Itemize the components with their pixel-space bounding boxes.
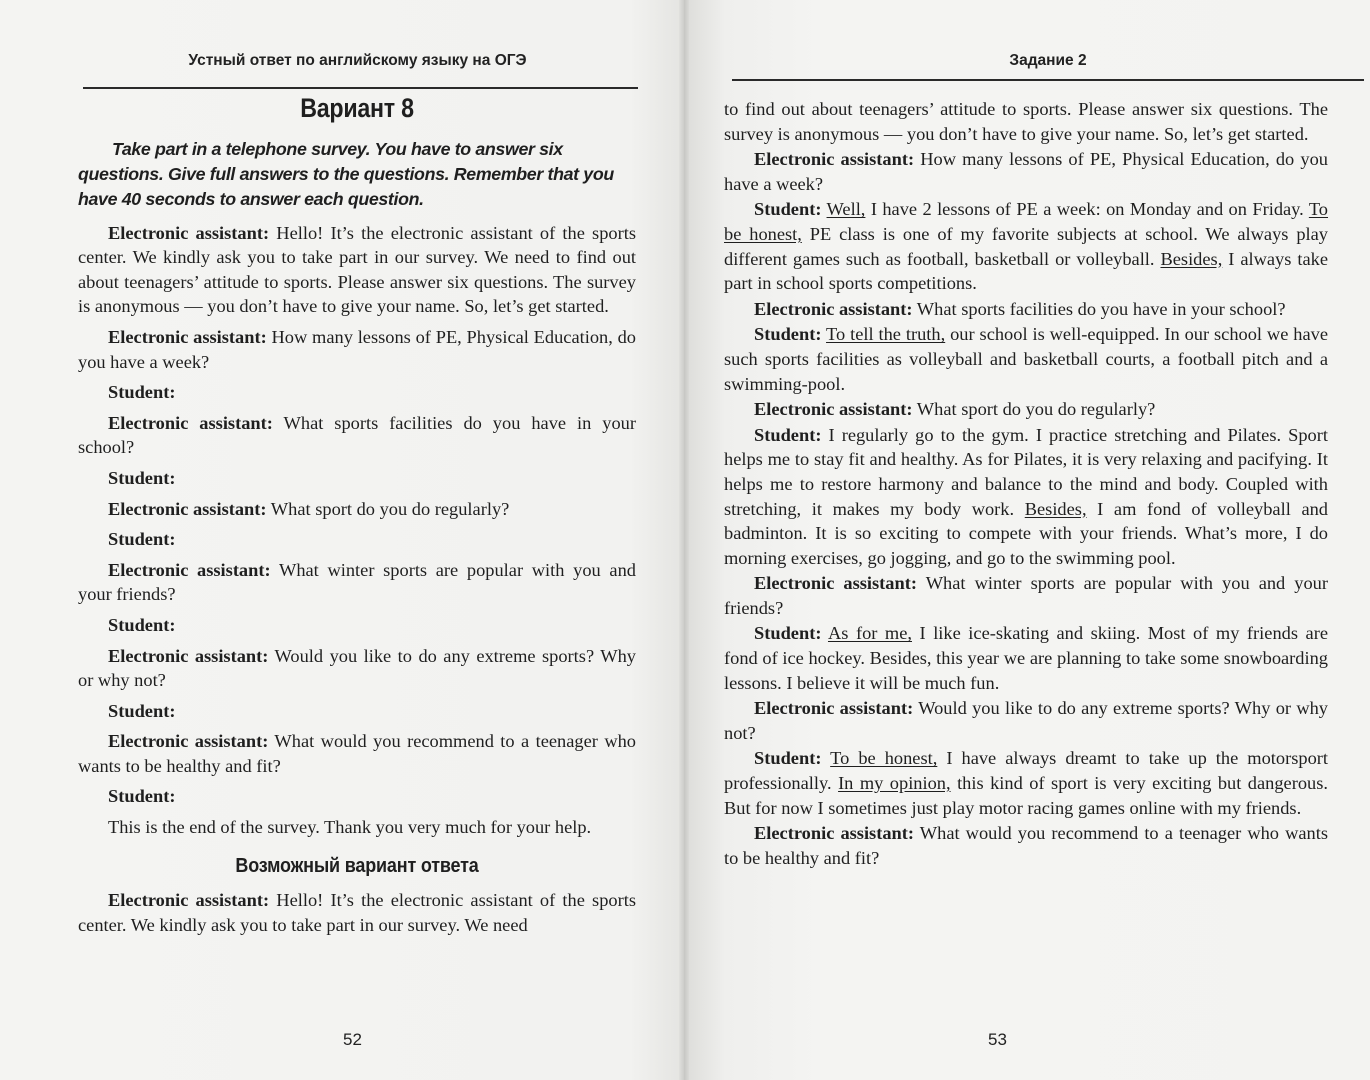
linking-phrase: To be honest, — [724, 199, 1329, 244]
dialogue-line — [78, 784, 636, 809]
linking-phrase: To tell the truth, — [826, 324, 946, 345]
dialogue-text: What sport do you do regularly? — [912, 399, 1156, 420]
dialogue-text: Hello! It’s the electronic assistant of the sports center. We kindly ask you to take part in our survey. We need — [78, 890, 636, 935]
dialogue-line — [78, 466, 636, 491]
task-instruction: Take part in a telephone survey. You have to answer six questions. Give full answers to the questions. Remember that you have 40 seconds to answer each question. — [78, 138, 614, 209]
speaker-label: Student: — [754, 199, 822, 220]
answer-text: PE class is one of my favorite subjects at school. We always play different games such as football, basketball or volleyball. — [724, 223, 1328, 269]
running-head: Устный ответ по английскому языку на ОГЭ — [188, 52, 527, 69]
speaker-label: Student: — [754, 748, 822, 769]
answer-text: I always take part in school sports competitions. — [724, 248, 1328, 294]
page-number: 53 — [988, 1030, 1007, 1049]
dialogue-line — [724, 821, 1328, 870]
dialogue-line — [78, 325, 636, 374]
speaker-label: Electronic assistant: — [108, 890, 270, 911]
dialogue-text: Would you like to do any extreme sports? Why or why not? — [78, 645, 636, 691]
speaker-label: Electronic assistant: — [754, 399, 913, 420]
speaker-label: Electronic assistant: — [108, 498, 267, 519]
dialogue-text: How many lessons of PE, Physical Education, do you have a week? — [724, 149, 1328, 194]
dialogue-line — [724, 571, 1328, 620]
speaker-label: Student: — [108, 529, 176, 550]
dialogue-line — [78, 527, 636, 552]
speaker-label: Electronic assistant: — [754, 298, 913, 319]
variant-title: Вариант 8 — [300, 93, 414, 123]
speaker-label: Student: — [754, 424, 822, 445]
book-gutter — [679, 0, 689, 1080]
linking-phrase: As for me, — [827, 623, 912, 644]
dialogue-text: Would you like to do any extreme sports? Why or why not? — [724, 698, 1328, 743]
answer-text: I have always dreamt to take up the motorsport professionally. — [724, 748, 1329, 794]
answer-text: I regularly go to the gym. I practice stretching and Pilates. Sport helps me to stay fit and healthy. As for Pilates, it is very relaxing and pacifying. It helps me to restore harmony and balance to the mind and body. Coupled with stretching, it makes my body work. — [724, 424, 1328, 519]
dialogue-text: What winter sports are popular with you and your friends? — [78, 559, 636, 605]
dialogue-text: How many lessons of PE, Physical Education, do you have a week? — [78, 326, 636, 372]
dialogue-line — [78, 221, 636, 319]
header-rule — [83, 87, 638, 89]
continued-text: to find out about teenagers’ attitude to sports. Please answer six questions. The survey is anonymous — you don’t have to give your name. So, let’s get started. — [724, 99, 1328, 144]
answer-line — [724, 746, 1328, 820]
left-text-column — [78, 94, 636, 943]
dialogue-line — [78, 729, 636, 778]
dialogue-line — [78, 558, 636, 607]
answer-text: I have 2 lessons of PE a week: on Monday and on Friday. — [865, 199, 1309, 220]
dialogue-text: What sports facilities do you have in your school? — [78, 412, 636, 458]
speaker-label: Student: — [108, 786, 176, 807]
speaker-label: Student: — [108, 467, 176, 488]
right-page — [684, 0, 1370, 1080]
answer-text — [821, 748, 830, 768]
speaker-label: Electronic assistant: — [108, 326, 267, 347]
speaker-label: Electronic assistant: — [754, 149, 915, 170]
closing-line: This is the end of the survey. Thank you very much for your help. — [108, 817, 592, 838]
dialogue-line — [78, 497, 636, 522]
running-head: Задание 2 — [1009, 52, 1087, 69]
left-page — [0, 0, 684, 1080]
speaker-label: Student: — [108, 700, 176, 721]
speaker-label: Electronic assistant: — [108, 731, 269, 752]
answer-line — [724, 197, 1328, 295]
right-text-column — [724, 97, 1328, 871]
linking-phrase: In my opinion, — [838, 773, 951, 794]
dialogue-line — [78, 411, 636, 460]
linking-phrase: Well, — [826, 199, 866, 220]
answer-line — [724, 621, 1328, 695]
linking-phrase: Besides, — [1160, 248, 1223, 269]
answer-text: our school is well-equipped. In our school we have such sports facilities as volleyball and basketball courts, a football pitch and a swimming-pool. — [724, 324, 1328, 394]
dialogue-line — [78, 644, 636, 693]
speaker-label: Student: — [754, 324, 822, 345]
dialogue-line — [724, 397, 1328, 422]
dialogue-line — [78, 888, 636, 937]
dialogue-line — [724, 696, 1328, 745]
answer-text: I like ice-skating and skiing. Most of my friends are fond of ice hockey. Besides, this year we are planning to take some snowboarding lessons. I believe it will be much fun. — [724, 623, 1328, 693]
answer-line — [724, 322, 1328, 396]
dialogue-text: Hello! It’s the electronic assistant of the sports center. We kindly ask you to take part in our survey. We need to find out about teenagers’ attitude to sports. Please answer six questions. The survey is anonymous — you don’t have to give your name. So, let’s get started. — [78, 222, 636, 317]
answer-text: this kind of sport is very exciting but dangerous. But for now I sometimes just play motor racing games online with my friends. — [724, 773, 1328, 818]
speaker-label: Student: — [108, 382, 176, 403]
dialogue-line — [724, 147, 1328, 196]
dialogue-text: What would you recommend to a teenager who wants to be healthy and fit? — [78, 731, 636, 776]
dialogue-text: What would you recommend to a teenager who wants to be healthy and fit? — [724, 823, 1328, 868]
speaker-label: Electronic assistant: — [108, 645, 269, 666]
speaker-label: Electronic assistant: — [108, 559, 271, 580]
speaker-label: Electronic assistant: — [754, 823, 915, 844]
dialogue-text: What sports facilities do you have in your school? — [912, 298, 1286, 319]
answer-text: I am fond of volleyball and badminton. It is so exciting to compete with your friends. What’s more, I do morning exercises, go jogging, and go to the swimming pool. — [724, 498, 1328, 568]
dialogue-line — [78, 699, 636, 724]
dialogue-text: What sport do you do regularly? — [266, 498, 510, 519]
sample-answer-heading: Возможный вариант ответа — [235, 854, 479, 877]
page-number: 52 — [343, 1030, 362, 1049]
answer-line — [724, 423, 1328, 571]
speaker-label: Student: — [754, 623, 822, 644]
dialogue-line — [78, 380, 636, 405]
header-rule — [732, 79, 1364, 81]
speaker-label: Electronic assistant: — [754, 573, 917, 594]
linking-phrase: To be honest, — [830, 748, 938, 769]
dialogue-text: What winter sports are popular with you and your friends? — [724, 573, 1328, 618]
dialogue-line — [724, 297, 1328, 322]
speaker-label: Electronic assistant: — [108, 222, 270, 243]
dialogue-line — [78, 613, 636, 638]
speaker-label: Student: — [108, 614, 176, 635]
linking-phrase: Besides, — [1024, 498, 1087, 519]
speaker-label: Electronic assistant: — [108, 412, 273, 433]
speaker-label: Electronic assistant: — [754, 698, 914, 719]
